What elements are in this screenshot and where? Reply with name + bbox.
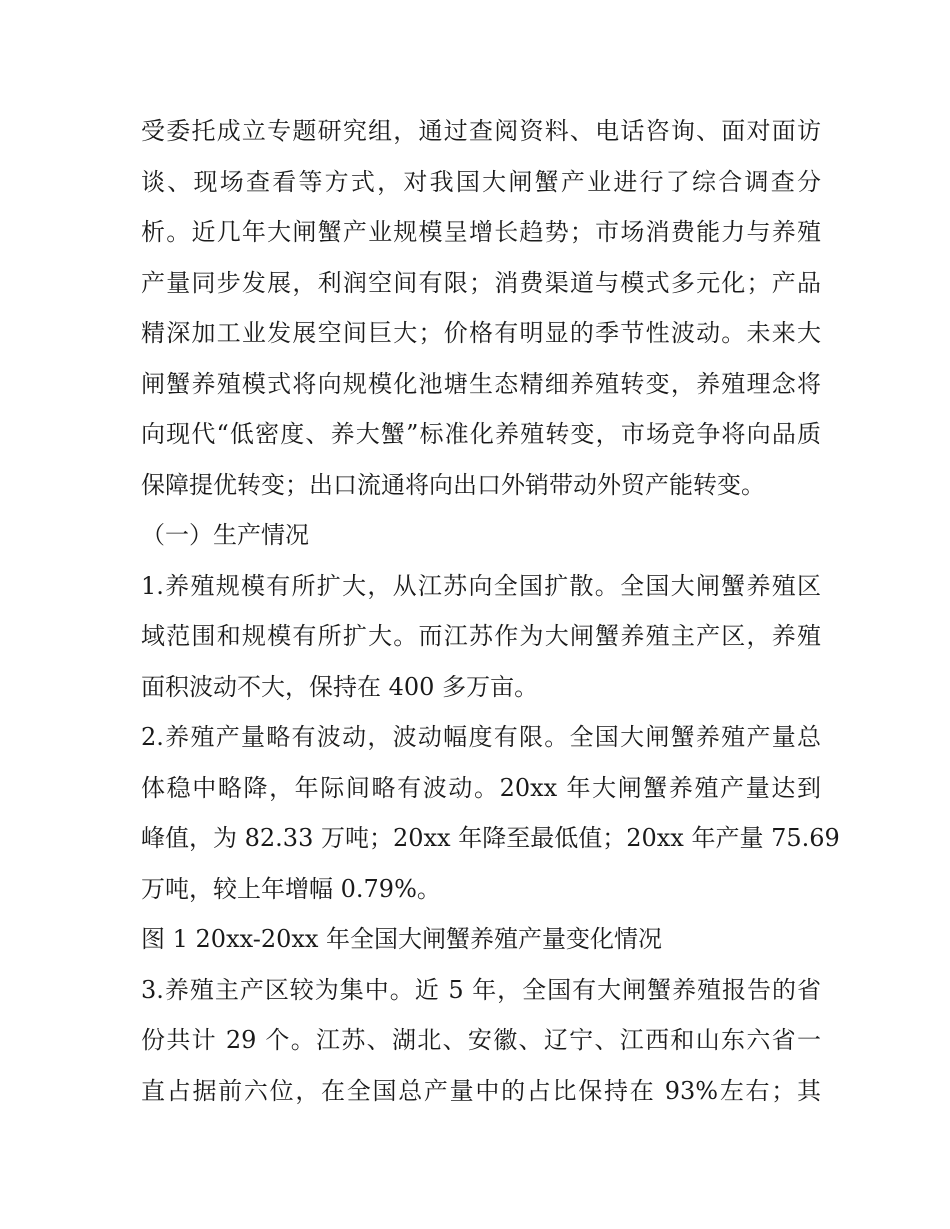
paragraph-line: 保障提优转变；出口流通将向出口外销带动外贸产能转变。 [141,470,765,499]
paragraph-line: 产量同步发展，利润空间有限；消费渠道与模式多元化；产品 [141,268,821,297]
paragraph-line: 份共计 29 个。江苏、湖北、安徽、辽宁、江西和山东六省一 [141,1026,821,1054]
paragraph-line: 2.养殖产量略有波动，波动幅度有限。全国大闸蟹养殖产量总 [141,723,821,751]
figure-caption: 图 1 20xx-20xx 年全国大闸蟹养殖产量变化情况 [141,925,663,953]
paragraph-line: 万吨，较上年增幅 0.79%。 [141,874,441,903]
paragraph-line: 受委托成立专题研究组，通过查阅资料、电话咨询、面对面访 [141,117,821,145]
paragraph-line: 闸蟹养殖模式将向规模化池塘生态精细养殖转变，养殖理念将 [141,369,821,398]
paragraph-line: 谈、现场查看等方式，对我国大闸蟹产业进行了综合调查分 [141,167,821,196]
paragraph-line: 直占据前六位，在全国总产量中的占比保持在 93%左右；其 [141,1076,821,1105]
paragraph-line: 面积波动不大，保持在 400 多万亩。 [141,672,539,701]
paragraph-line: 析。近几年大闸蟹产业规模呈增长趋势；市场消费能力与养殖 [141,218,821,246]
paragraph-line: 峰值，为 82.33 万吨；20xx 年降至最低值；20xx 年产量 75.69 [141,824,840,852]
document-page [141,106,840,1116]
paragraph-line: 体稳中略降，年际间略有波动。20xx 年大闸蟹养殖产量达到 [141,773,821,802]
paragraph-line: 精深加工业发展空间巨大；价格有明显的季节性波动。未来大 [141,319,821,347]
section-heading: （一）生产情况 [141,521,309,549]
paragraph-line: 向现代“低密度、养大蟹”标准化养殖转变，市场竞争将向品质 [141,420,821,448]
paragraph-line: 域范围和规模有所扩大。而江苏作为大闸蟹养殖主产区，养殖 [141,622,821,650]
paragraph-line: 3.养殖主产区较为集中。近 5 年，全国有大闸蟹养殖报告的省 [141,975,821,1004]
paragraph-line: 1.养殖规模有所扩大，从江苏向全国扩散。全国大闸蟹养殖区 [141,571,821,600]
